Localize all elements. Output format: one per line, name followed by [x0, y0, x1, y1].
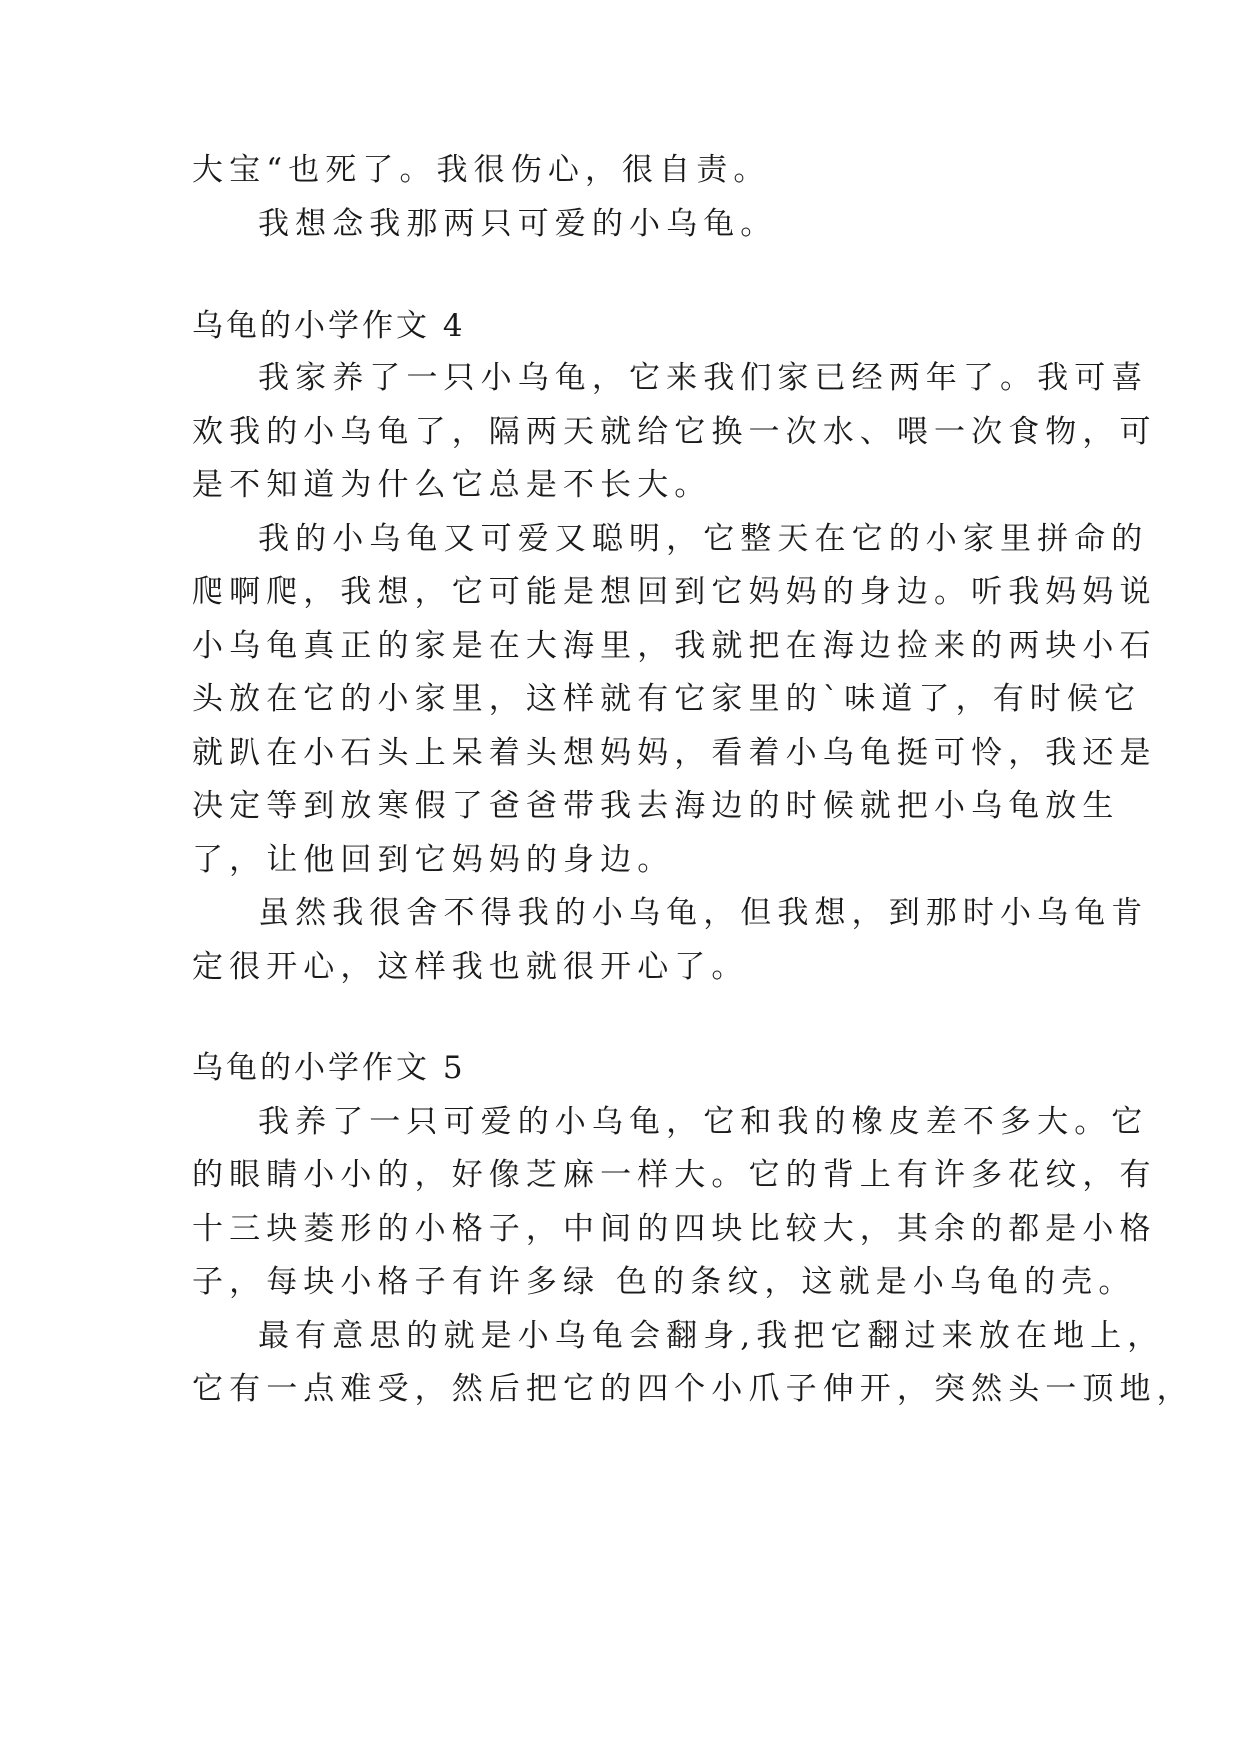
text-line: 我家养了一只小乌龟，它来我们家已经两年了。我可喜	[258, 360, 1149, 396]
text-line: 决定等到放寒假了爸爸带我去海边的时候就把小乌龟放生	[192, 788, 1120, 824]
text-line: 子，每块小格子有许多绿 色的条纹，这就是小乌龟的壳。	[192, 1264, 1136, 1300]
text-line: 头放在它的小家里，这样就有它家里的`味道了，有时候它	[192, 681, 1142, 717]
text-line: 是不知道为什么它总是不长大。	[192, 467, 712, 503]
section-heading: 乌龟的小学作文 4	[192, 308, 466, 344]
text-line: 小乌龟真正的家是在大海里，我就把在海边捡来的两块小石	[192, 628, 1157, 664]
text-line: 我养了一只可爱的小乌龟，它和我的橡皮差不多大。它	[258, 1104, 1149, 1140]
text-line: 我想念我那两只可爱的小乌龟。	[258, 206, 778, 242]
text-line: 欢我的小乌龟了，隔两天就给它换一次水、喂一次食物，可	[192, 414, 1157, 450]
text-line: 了，让他回到它妈妈的身边。	[192, 842, 675, 878]
text-line: 就趴在小石头上呆着头想妈妈，看着小乌龟挺可怜，我还是	[192, 735, 1157, 771]
text-line: 的眼睛小小的，好像芝麻一样大。它的背上有许多花纹，有	[192, 1157, 1157, 1193]
section-heading: 乌龟的小学作文 5	[192, 1050, 466, 1086]
text-line: 爬啊爬，我想，它可能是想回到它妈妈的身边。听我妈妈说	[192, 574, 1157, 610]
text-line: 十三块菱形的小格子，中间的四块比较大，其余的都是小格	[192, 1211, 1157, 1247]
text-line: 我的小乌龟又可爱又聪明，它整天在它的小家里拼命的	[258, 521, 1149, 557]
text-line: 定很开心，这样我也就很开心了。	[192, 949, 749, 985]
text-line: 它有一点难受，然后把它的四个小爪子伸开，突然头一顶地，	[192, 1371, 1194, 1407]
text-line: 大宝“也死了。我很伤心，很自责。	[192, 152, 771, 188]
text-line: 最有意思的就是小乌龟会翻身,我把它翻过来放在地上，	[258, 1318, 1165, 1354]
text-line: 虽然我很舍不得我的小乌龟，但我想，到那时小乌龟肯	[258, 895, 1149, 931]
